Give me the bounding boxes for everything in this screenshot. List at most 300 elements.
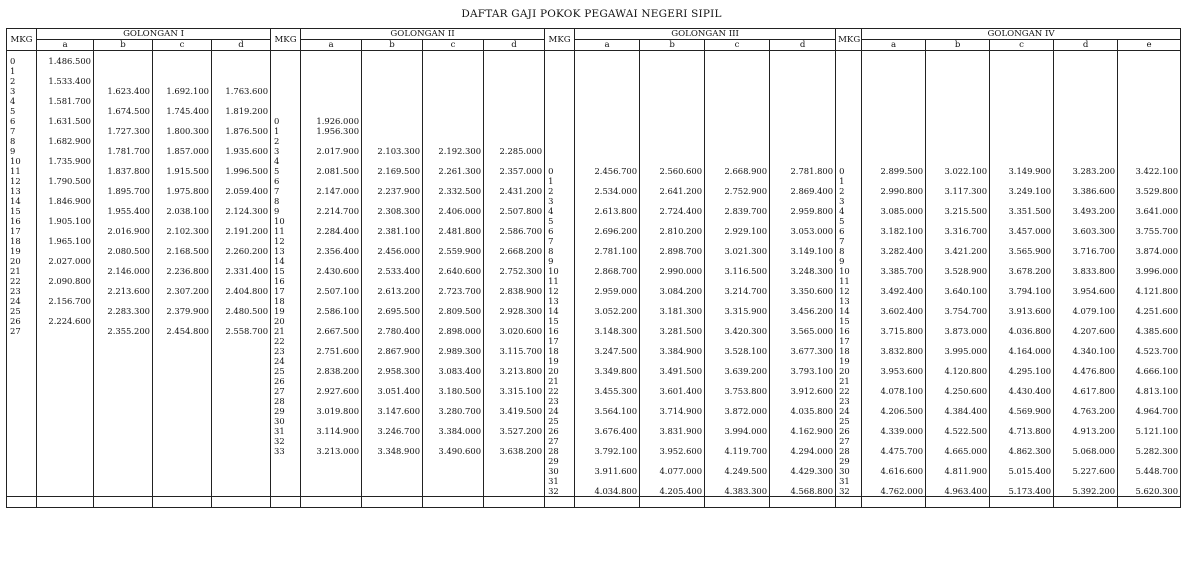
salary-cell: [770, 416, 836, 426]
salary-cell: [484, 56, 545, 66]
salary-cell: 2.379.900: [153, 306, 212, 316]
salary-cell: [1118, 396, 1181, 406]
salary-cell: [1118, 156, 1181, 166]
salary-cell: [153, 446, 212, 456]
mkg-cell: 1: [545, 176, 575, 186]
salary-cell: 3.246.700: [362, 426, 423, 436]
salary-cell: [1054, 236, 1118, 246]
salary-cell: 3.528.100: [705, 346, 770, 356]
salary-cell: 2.780.400: [362, 326, 423, 336]
mkg-cell: [7, 486, 37, 497]
salary-cell: [575, 476, 640, 486]
salary-cell: 2.613.800: [575, 206, 640, 216]
salary-cell: [362, 436, 423, 446]
salary-cell: [926, 216, 990, 226]
salary-cell: 4.476.800: [1054, 366, 1118, 376]
table-row: [7, 276, 1181, 286]
salary-cell: 2.695.500: [362, 306, 423, 316]
salary-cell: [37, 246, 94, 256]
salary-cell: [484, 476, 545, 486]
salary-cell: [1118, 56, 1181, 66]
salary-cell: [640, 276, 705, 286]
salary-cell: 1.819.200: [212, 106, 271, 116]
mkg-cell: [836, 96, 862, 106]
salary-cell: [212, 336, 271, 346]
salary-cell: [484, 196, 545, 206]
mkg-cell: 14: [7, 196, 37, 206]
salary-cell: [153, 316, 212, 326]
salary-cell: 2.213.600: [94, 286, 153, 296]
mkg-cell: 22: [7, 276, 37, 286]
salary-cell: [990, 126, 1054, 136]
mkg-cell: 29: [271, 406, 301, 416]
table-row: [7, 186, 1181, 196]
salary-cell: [484, 66, 545, 76]
salary-cell: [423, 126, 484, 136]
salary-cell: [575, 436, 640, 446]
mkg-cell: 20: [271, 316, 301, 326]
salary-cell: [1054, 376, 1118, 386]
salary-cell: [990, 336, 1054, 346]
salary-cell: [770, 156, 836, 166]
salary-cell: [301, 456, 362, 466]
salary-cell: [1118, 456, 1181, 466]
table-row: [7, 396, 1181, 406]
salary-cell: [1118, 336, 1181, 346]
salary-cell: [423, 476, 484, 486]
salary-cell: [990, 146, 1054, 156]
salary-cell: 2.090.800: [37, 276, 94, 286]
salary-cell: [484, 106, 545, 116]
mkg-cell: 27: [545, 436, 575, 446]
mkg-cell: [7, 336, 37, 346]
mkg-cell: 23: [271, 346, 301, 356]
mkg-cell: 21: [7, 266, 37, 276]
salary-cell: 3.602.400: [862, 306, 926, 316]
salary-cell: 1.682.900: [37, 136, 94, 146]
salary-cell: 4.616.600: [862, 466, 926, 476]
salary-cell: [1054, 96, 1118, 106]
mkg-cell: [271, 66, 301, 76]
salary-cell: [862, 146, 926, 156]
mkg-cell: 14: [836, 306, 862, 316]
salary-cell: [705, 436, 770, 446]
salary-cell: [1054, 126, 1118, 136]
salary-cell: [301, 336, 362, 346]
salary-cell: [1118, 476, 1181, 486]
salary-cell: [362, 56, 423, 66]
salary-cell: [770, 336, 836, 346]
salary-cell: [926, 176, 990, 186]
mkg-cell: 3: [271, 146, 301, 156]
sub-header: a: [37, 40, 94, 51]
salary-cell: 2.307.200: [153, 286, 212, 296]
table-row: [7, 96, 1181, 106]
mkg-cell: 18: [545, 346, 575, 356]
salary-cell: 2.586.700: [484, 226, 545, 236]
salary-cell: [212, 196, 271, 206]
salary-cell: [705, 136, 770, 146]
salary-cell: 1.800.300: [153, 126, 212, 136]
salary-cell: [640, 146, 705, 156]
salary-cell: 1.915.500: [153, 166, 212, 176]
salary-cell: 2.357.000: [484, 166, 545, 176]
mkg-cell: 8: [545, 246, 575, 256]
salary-cell: 3.147.600: [362, 406, 423, 416]
salary-cell: [770, 116, 836, 126]
blank-cell: [926, 497, 990, 508]
mkg-cell: 12: [545, 286, 575, 296]
salary-cell: [1118, 126, 1181, 136]
salary-cell: [705, 416, 770, 426]
sub-header: b: [926, 40, 990, 51]
sub-header: b: [94, 40, 153, 51]
mkg-cell: 27: [836, 436, 862, 446]
mkg-cell: 14: [545, 306, 575, 316]
salary-cell: [94, 456, 153, 466]
salary-cell: [705, 56, 770, 66]
salary-cell: [1054, 116, 1118, 126]
blank-cell: [990, 497, 1054, 508]
salary-cell: [575, 416, 640, 426]
salary-cell: [926, 476, 990, 486]
mkg-header: MKG: [836, 29, 862, 51]
salary-cell: [990, 116, 1054, 126]
salary-cell: [575, 196, 640, 206]
salary-cell: [1118, 256, 1181, 266]
salary-cell: [1054, 276, 1118, 286]
salary-cell: 3.677.300: [770, 346, 836, 356]
salary-cell: [94, 116, 153, 126]
salary-cell: 2.869.400: [770, 186, 836, 196]
salary-cell: 3.527.200: [484, 426, 545, 436]
salary-cell: 1.727.300: [94, 126, 153, 136]
salary-cell: [770, 376, 836, 386]
table-row: [7, 246, 1181, 256]
mkg-cell: 16: [271, 276, 301, 286]
mkg-cell: 13: [836, 296, 862, 306]
salary-cell: [362, 216, 423, 226]
salary-cell: [153, 136, 212, 146]
blank-cell: [484, 497, 545, 508]
mkg-cell: 2: [7, 76, 37, 86]
salary-cell: [770, 126, 836, 136]
salary-cell: [575, 96, 640, 106]
mkg-cell: 31: [836, 476, 862, 486]
salary-cell: 2.430.600: [301, 266, 362, 276]
salary-cell: [153, 376, 212, 386]
table-row: [7, 86, 1181, 96]
salary-cell: 2.332.500: [423, 186, 484, 196]
salary-cell: [640, 336, 705, 346]
mkg-cell: 23: [836, 396, 862, 406]
salary-cell: [301, 66, 362, 76]
salary-cell: 2.781.800: [770, 166, 836, 176]
salary-cell: 2.456.700: [575, 166, 640, 176]
salary-cell: [575, 356, 640, 366]
salary-cell: [990, 476, 1054, 486]
mkg-cell: [545, 76, 575, 86]
salary-cell: 2.696.200: [575, 226, 640, 236]
salary-cell: 2.431.200: [484, 186, 545, 196]
salary-cell: [705, 106, 770, 116]
salary-cell: [484, 126, 545, 136]
salary-cell: 1.926.000: [301, 116, 362, 126]
salary-cell: [862, 236, 926, 246]
table-row: [7, 286, 1181, 296]
mkg-cell: 3: [7, 86, 37, 96]
salary-cell: [212, 436, 271, 446]
table-row: [7, 446, 1181, 456]
salary-cell: 3.384.900: [640, 346, 705, 356]
salary-cell: 4.384.400: [926, 406, 990, 416]
salary-cell: [1054, 66, 1118, 76]
salary-cell: [362, 66, 423, 76]
salary-cell: [362, 236, 423, 246]
salary-cell: [575, 176, 640, 186]
salary-table-wrapper: [6, 28, 1178, 508]
salary-cell: 2.016.900: [94, 226, 153, 236]
table-row: [7, 216, 1181, 226]
sub-header: a: [301, 40, 362, 51]
salary-cell: [926, 56, 990, 66]
salary-cell: [362, 96, 423, 106]
salary-cell: [862, 126, 926, 136]
mkg-cell: 8: [836, 246, 862, 256]
salary-cell: [94, 76, 153, 86]
salary-cell: [212, 56, 271, 66]
salary-cell: 2.559.900: [423, 246, 484, 256]
salary-cell: 2.959.800: [770, 206, 836, 216]
mkg-cell: [7, 376, 37, 386]
salary-cell: [362, 86, 423, 96]
mkg-cell: 17: [7, 226, 37, 236]
salary-cell: 2.810.200: [640, 226, 705, 236]
salary-cell: 4.763.200: [1054, 406, 1118, 416]
salary-cell: 3.052.200: [575, 306, 640, 316]
salary-cell: [94, 386, 153, 396]
mkg-cell: 15: [545, 316, 575, 326]
salary-cell: [37, 416, 94, 426]
table-row: [7, 416, 1181, 426]
salary-cell: 4.162.900: [770, 426, 836, 436]
mkg-cell: [7, 406, 37, 416]
mkg-cell: [271, 106, 301, 116]
salary-cell: [640, 106, 705, 116]
salary-cell: [301, 76, 362, 86]
salary-cell: 1.935.600: [212, 146, 271, 156]
salary-cell: [990, 136, 1054, 146]
blank-cell: [705, 497, 770, 508]
mkg-cell: 32: [271, 436, 301, 446]
mkg-cell: [545, 96, 575, 106]
mkg-cell: 25: [271, 366, 301, 376]
salary-cell: 2.261.300: [423, 166, 484, 176]
salary-cell: 2.103.300: [362, 146, 423, 156]
salary-cell: [423, 156, 484, 166]
salary-cell: [301, 486, 362, 497]
salary-cell: 3.180.500: [423, 386, 484, 396]
salary-cell: [212, 296, 271, 306]
salary-cell: 3.280.700: [423, 406, 484, 416]
mkg-cell: 12: [7, 176, 37, 186]
salary-cell: [301, 256, 362, 266]
mkg-cell: [7, 466, 37, 476]
salary-cell: [926, 196, 990, 206]
mkg-cell: [7, 476, 37, 486]
golongan-1-header: GOLONGAN I: [37, 29, 271, 40]
salary-cell: 2.017.900: [301, 146, 362, 156]
salary-cell: [770, 256, 836, 266]
salary-cell: [362, 196, 423, 206]
salary-cell: [1118, 276, 1181, 286]
salary-cell: 3.315.900: [705, 306, 770, 316]
salary-cell: 2.781.100: [575, 246, 640, 256]
salary-cell: [153, 176, 212, 186]
salary-cell: [575, 296, 640, 306]
salary-cell: [301, 106, 362, 116]
salary-cell: 4.430.400: [990, 386, 1054, 396]
salary-cell: [362, 296, 423, 306]
salary-cell: [362, 486, 423, 497]
salary-cell: [862, 256, 926, 266]
salary-cell: [301, 396, 362, 406]
salary-cell: 3.021.300: [705, 246, 770, 256]
salary-cell: 2.534.000: [575, 186, 640, 196]
mkg-cell: 15: [836, 316, 862, 326]
sub-header: b: [362, 40, 423, 51]
table-row: [7, 136, 1181, 146]
table-row: [7, 66, 1181, 76]
salary-cell: [37, 396, 94, 406]
mkg-cell: 4: [271, 156, 301, 166]
salary-cell: [94, 396, 153, 406]
salary-cell: [1054, 396, 1118, 406]
salary-cell: 3.995.000: [926, 346, 990, 356]
salary-cell: [862, 316, 926, 326]
salary-cell: [705, 86, 770, 96]
salary-cell: [362, 416, 423, 426]
salary-cell: [926, 296, 990, 306]
salary-cell: 2.959.000: [575, 286, 640, 296]
salary-cell: [575, 316, 640, 326]
salary-cell: 3.315.100: [484, 386, 545, 396]
salary-cell: [362, 476, 423, 486]
table-row: [7, 176, 1181, 186]
salary-cell: [926, 316, 990, 326]
mkg-cell: 21: [545, 376, 575, 386]
table-row: [7, 426, 1181, 436]
salary-cell: [212, 386, 271, 396]
salary-cell: 2.899.500: [862, 166, 926, 176]
salary-cell: [484, 396, 545, 406]
mkg-cell: [836, 56, 862, 66]
salary-cell: [770, 456, 836, 466]
salary-cell: [640, 296, 705, 306]
mkg-cell: 21: [271, 326, 301, 336]
salary-cell: 3.492.400: [862, 286, 926, 296]
sub-header: d: [212, 40, 271, 51]
sub-header: e: [1118, 40, 1181, 51]
salary-cell: 3.282.400: [862, 246, 926, 256]
salary-cell: [705, 256, 770, 266]
salary-cell: [575, 116, 640, 126]
salary-cell: [301, 316, 362, 326]
mkg-cell: 28: [836, 446, 862, 456]
salary-cell: 2.454.800: [153, 326, 212, 336]
salary-cell: [1054, 256, 1118, 266]
mkg-cell: [271, 466, 301, 476]
salary-cell: [423, 396, 484, 406]
salary-cell: [153, 236, 212, 246]
salary-cell: 3.565.900: [990, 246, 1054, 256]
salary-cell: [640, 396, 705, 406]
salary-cell: 4.569.900: [990, 406, 1054, 416]
salary-cell: [770, 436, 836, 446]
mkg-cell: [836, 66, 862, 76]
salary-cell: 3.215.500: [926, 206, 990, 216]
salary-cell: [423, 466, 484, 476]
salary-cell: 3.148.300: [575, 326, 640, 336]
salary-cell: 4.385.600: [1118, 326, 1181, 336]
salary-cell: 2.404.800: [212, 286, 271, 296]
salary-cell: 4.078.100: [862, 386, 926, 396]
salary-cell: [301, 356, 362, 366]
salary-cell: [705, 296, 770, 306]
salary-cell: [94, 156, 153, 166]
salary-cell: 2.355.200: [94, 326, 153, 336]
mkg-cell: 6: [836, 226, 862, 236]
salary-cell: [1118, 296, 1181, 306]
mkg-cell: [545, 136, 575, 146]
salary-cell: 3.114.900: [301, 426, 362, 436]
salary-cell: 3.020.600: [484, 326, 545, 336]
salary-cell: 3.754.700: [926, 306, 990, 316]
mkg-cell: 7: [271, 186, 301, 196]
salary-cell: 2.928.300: [484, 306, 545, 316]
mkg-cell: 0: [271, 116, 301, 126]
salary-cell: [1118, 86, 1181, 96]
salary-cell: [153, 256, 212, 266]
salary-cell: [862, 116, 926, 126]
salary-cell: 4.383.300: [705, 486, 770, 497]
salary-cell: 3.149.900: [990, 166, 1054, 176]
salary-cell: [640, 436, 705, 446]
mkg-cell: 29: [836, 456, 862, 466]
salary-cell: 4.568.800: [770, 486, 836, 497]
salary-cell: [926, 136, 990, 146]
blank-cell: [1118, 497, 1181, 508]
salary-cell: 4.251.600: [1118, 306, 1181, 316]
salary-cell: [705, 156, 770, 166]
salary-cell: 2.989.300: [423, 346, 484, 356]
salary-cell: [1054, 296, 1118, 306]
salary-cell: [926, 236, 990, 246]
mkg-cell: 17: [836, 336, 862, 346]
salary-cell: [705, 376, 770, 386]
mkg-cell: 26: [7, 316, 37, 326]
table-row: [7, 206, 1181, 216]
salary-cell: 2.214.700: [301, 206, 362, 216]
mkg-cell: 9: [271, 206, 301, 216]
salary-cell: 3.912.600: [770, 386, 836, 396]
salary-cell: [423, 436, 484, 446]
mkg-cell: 16: [545, 326, 575, 336]
salary-cell: [362, 396, 423, 406]
mkg-cell: [836, 156, 862, 166]
salary-cell: [37, 486, 94, 497]
mkg-cell: 5: [545, 216, 575, 226]
